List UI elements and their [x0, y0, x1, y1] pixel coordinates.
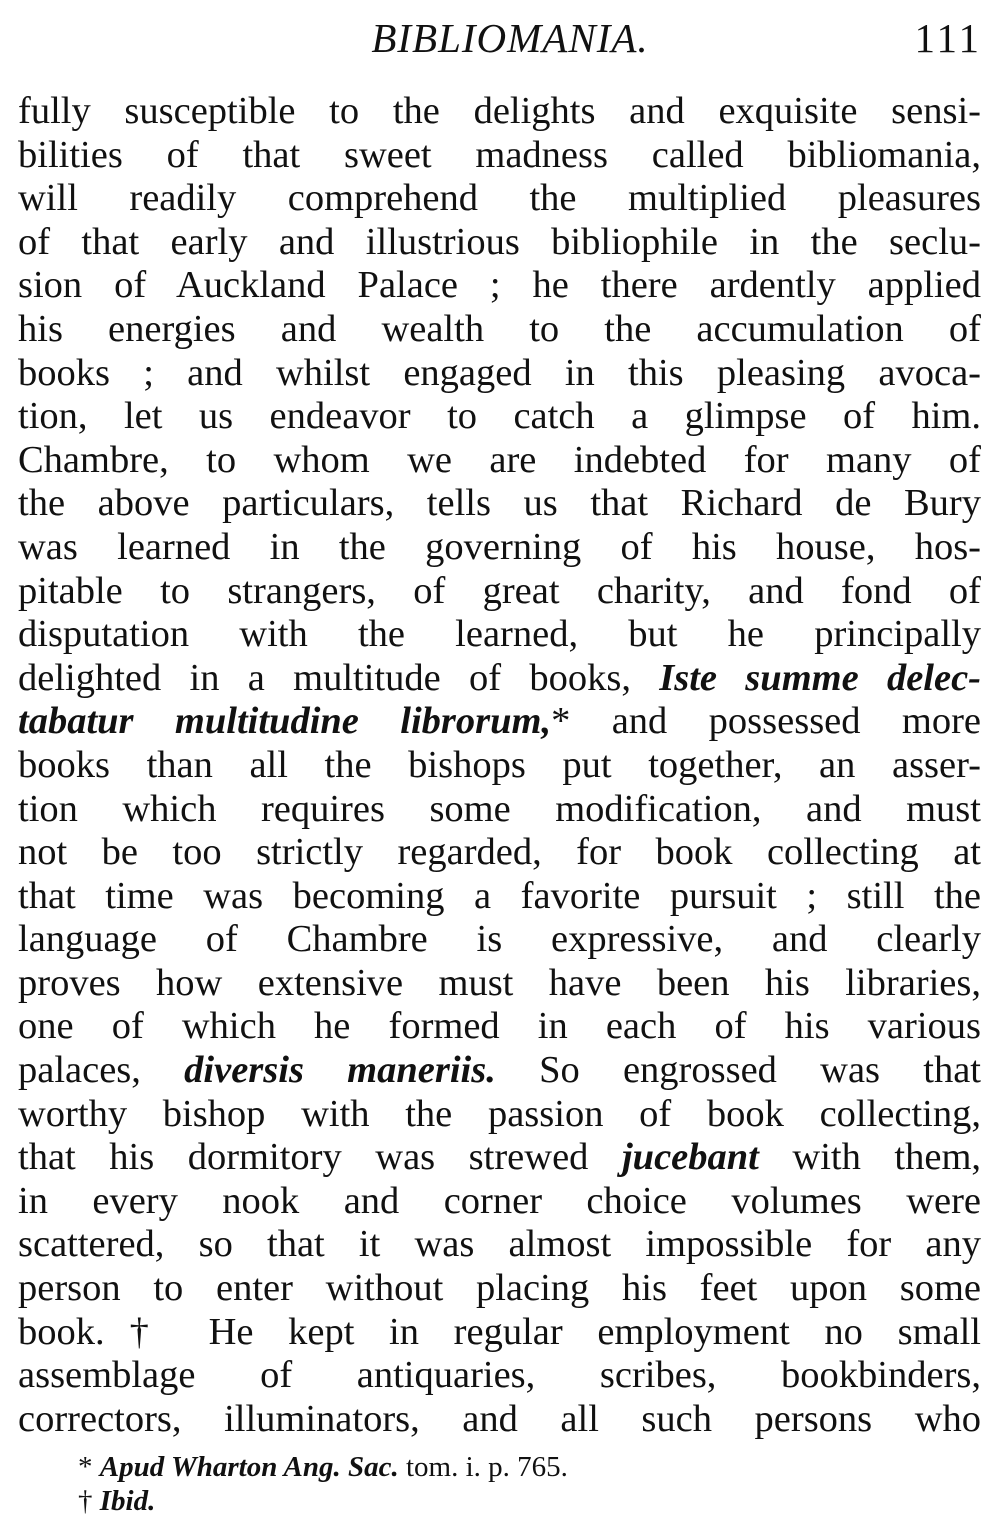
text-line: will readily comprehend the multiplied pleasures [18, 177, 981, 220]
footnote-mark: * [78, 1451, 93, 1483]
text-line: the above particulars, tells us that Richard de Bury [18, 482, 981, 525]
text-line: proves how extensive must have been his libraries, [18, 961, 981, 1004]
text-line: bilities of that sweet madness called bibliomania, [18, 133, 981, 176]
text-line: person to enter without placing his feet upon some [18, 1267, 981, 1310]
text-segment: delighted in a multitude of books, [18, 656, 631, 699]
text-line: sion of Auckland Palace ; he there ardently applied [18, 264, 981, 307]
latin-quote: Iste summe delec- [659, 656, 981, 699]
text-line: language of Chambre is expressive, and clearly [18, 918, 981, 961]
footnote-ref-text: * and possessed more [551, 700, 981, 743]
body-text [18, 90, 981, 1441]
footnote-mark: † [78, 1485, 93, 1517]
latin-quote: jucebant [621, 1136, 759, 1179]
text-line: tion which requires some modification, and must [18, 787, 981, 830]
text-line: of that early and illustrious bibliophile in the seclu- [18, 220, 981, 263]
text-line: his energies and wealth to the accumulation of [18, 307, 981, 350]
text-line: scattered, so that it was almost impossible for any [18, 1223, 981, 1266]
text-line: books ; and whilst engaged in this pleasing avoca- [18, 351, 981, 394]
text-line-mixed [18, 700, 981, 744]
footnote-star [78, 1450, 978, 1484]
text-line-mixed [18, 657, 981, 701]
latin-quote: diversis maneriis. [184, 1049, 496, 1092]
text-segment: So engrossed was that [539, 1049, 981, 1092]
text-line: pitable to strangers, of great charity, and fond of [18, 569, 981, 612]
text-line: disputation with the learned, but he principally [18, 613, 981, 656]
footnote-citation: tom. i. p. 765. [405, 1451, 568, 1483]
text-line: correctors, illuminators, and all such persons who [18, 1397, 981, 1440]
text-line: book.† He kept in regular employment no small [18, 1310, 981, 1353]
footnote-source: Ibid. [99, 1485, 156, 1517]
text-line-mixed [18, 1049, 981, 1093]
text-line: books than all the bishops put together, an asser- [18, 743, 981, 786]
text-segment: that his dormitory was strewed [18, 1136, 589, 1179]
text-line: worthy bishop with the passion of book collecting, [18, 1092, 981, 1135]
page-header [0, 14, 1000, 74]
text-line: tion, let us endeavor to catch a glimpse of him. [18, 395, 981, 438]
text-line: not be too strictly regarded, for book collecting at [18, 831, 981, 874]
text-line-mixed [18, 1136, 981, 1180]
text-line: was learned in the governing of his house, hos- [18, 525, 981, 568]
page-number: 111 [914, 15, 982, 61]
text-segment: palaces, [18, 1049, 141, 1092]
footnotes [78, 1450, 978, 1518]
text-line: assemblage of antiquaries, scribes, bookbinders, [18, 1354, 981, 1397]
footnote-source: Apud Wharton Ang. Sac. [99, 1451, 399, 1483]
running-title: BIBLIOMANIA. [371, 15, 649, 61]
text-line: fully susceptible to the delights and exquisite sensi- [18, 90, 981, 132]
text-line: in every nook and corner choice volumes were [18, 1179, 981, 1222]
text-line: that time was becoming a favorite pursuit ; still the [18, 874, 981, 917]
text-line: Chambre, to whom we are indebted for many of [18, 438, 981, 481]
text-segment: with them, [792, 1136, 981, 1179]
footnote-dagger [78, 1484, 978, 1518]
text-line: one of which he formed in each of his various [18, 1005, 981, 1048]
latin-quote: tabatur multitudine librorum, [18, 700, 552, 743]
